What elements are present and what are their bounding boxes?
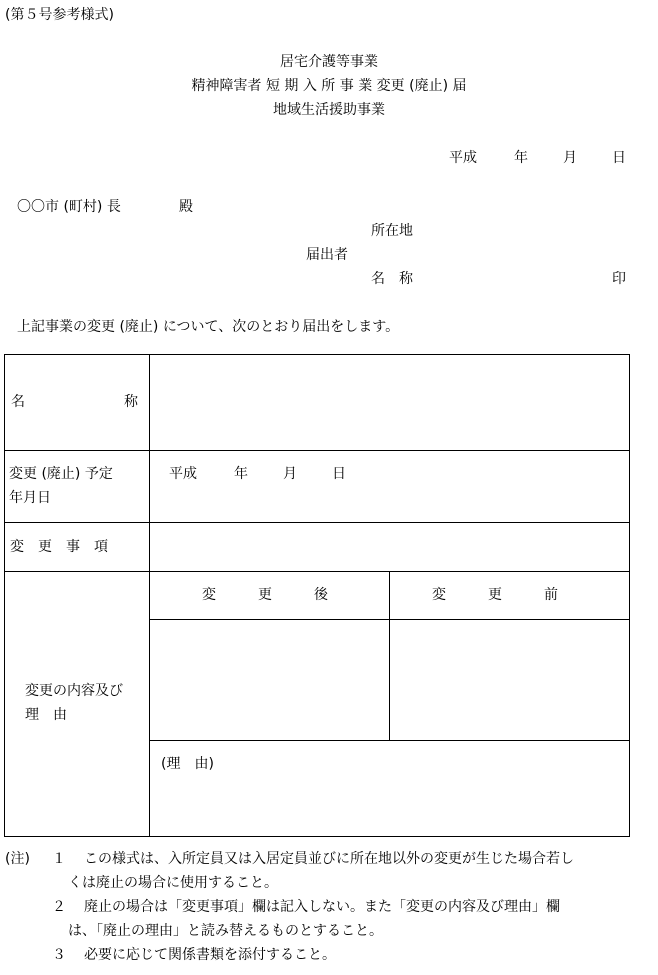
note-3-number: ３ xyxy=(52,947,66,963)
reason-label: (理 由) xyxy=(161,756,214,772)
content-label-line1: 変更の内容及び xyxy=(25,683,123,699)
title-line-3: 地域生活援助事業 xyxy=(273,102,385,118)
note-2-line2: は、「廃止の理由」と読み替えるものとすること。 xyxy=(68,923,383,939)
note-1-line1: この様式は、入所定員又は入居定員並びに所在地以外の変更が生じた場合若し xyxy=(84,851,574,867)
addressee: 〇〇市 (町村) 長 xyxy=(17,199,121,215)
date-day: 日 xyxy=(612,150,626,166)
title-line-2: 精神障害者 短 期 入 所 事 業 変更 (廃止) 届 xyxy=(191,78,467,94)
name-field[interactable] xyxy=(150,355,630,451)
date-month: 月 xyxy=(563,150,577,166)
name-label: 名 称 xyxy=(371,271,413,287)
title-line-1: 居宅介護等事業 xyxy=(280,54,378,70)
items-field[interactable] xyxy=(150,523,630,572)
before-header-cell xyxy=(390,572,630,620)
items-label-cell xyxy=(5,523,150,572)
date-field[interactable] xyxy=(150,451,630,523)
date-field-year: 年 xyxy=(234,466,248,482)
date-era: 平成 xyxy=(449,150,477,166)
form-table xyxy=(4,354,630,837)
date-year: 年 xyxy=(514,150,528,166)
addressee-honorific: 殿 xyxy=(179,199,193,215)
applicant-label: 届出者 xyxy=(306,247,348,263)
intro-text: 上記事業の変更 (廃止) について、次のとおり届出をします。 xyxy=(17,319,400,335)
notes-prefix: (注) xyxy=(5,851,30,867)
note-1-line2: くは廃止の場合に使用すること。 xyxy=(68,875,278,891)
after-header: 変 更 後 xyxy=(202,587,328,603)
before-header: 変 更 前 xyxy=(432,587,558,603)
name-label-cell xyxy=(5,355,150,451)
note-1-number: １ xyxy=(52,851,66,867)
content-label-cell xyxy=(5,572,150,837)
date-field-era: 平成 xyxy=(169,466,197,482)
date-label-line2: 年月日 xyxy=(9,490,51,506)
name-label-a: 名 xyxy=(11,394,25,410)
date-label-cell xyxy=(5,451,150,523)
date-field-month: 月 xyxy=(283,466,297,482)
after-header-cell xyxy=(150,572,390,620)
after-field[interactable] xyxy=(150,620,390,741)
date-field-day: 日 xyxy=(332,466,346,482)
note-2-line1: 廃止の場合は「変更事項」欄は記入しない。また「変更の内容及び理由」欄 xyxy=(84,899,560,915)
location-label: 所在地 xyxy=(371,223,413,239)
note-2-number: ２ xyxy=(52,899,66,915)
before-field[interactable] xyxy=(390,620,630,741)
note-3-line1: 必要に応じて関係書類を添付すること。 xyxy=(84,947,336,963)
form-reference: (第５号参考様式) xyxy=(5,7,114,23)
seal-label: 印 xyxy=(612,271,626,287)
items-label: 変 更 事 項 xyxy=(10,539,108,555)
name-label-b: 称 xyxy=(124,394,138,410)
reason-field[interactable] xyxy=(150,741,630,837)
date-label-line1: 変更 (廃止) 予定 xyxy=(9,466,113,482)
content-label-line2: 理 由 xyxy=(25,707,67,723)
